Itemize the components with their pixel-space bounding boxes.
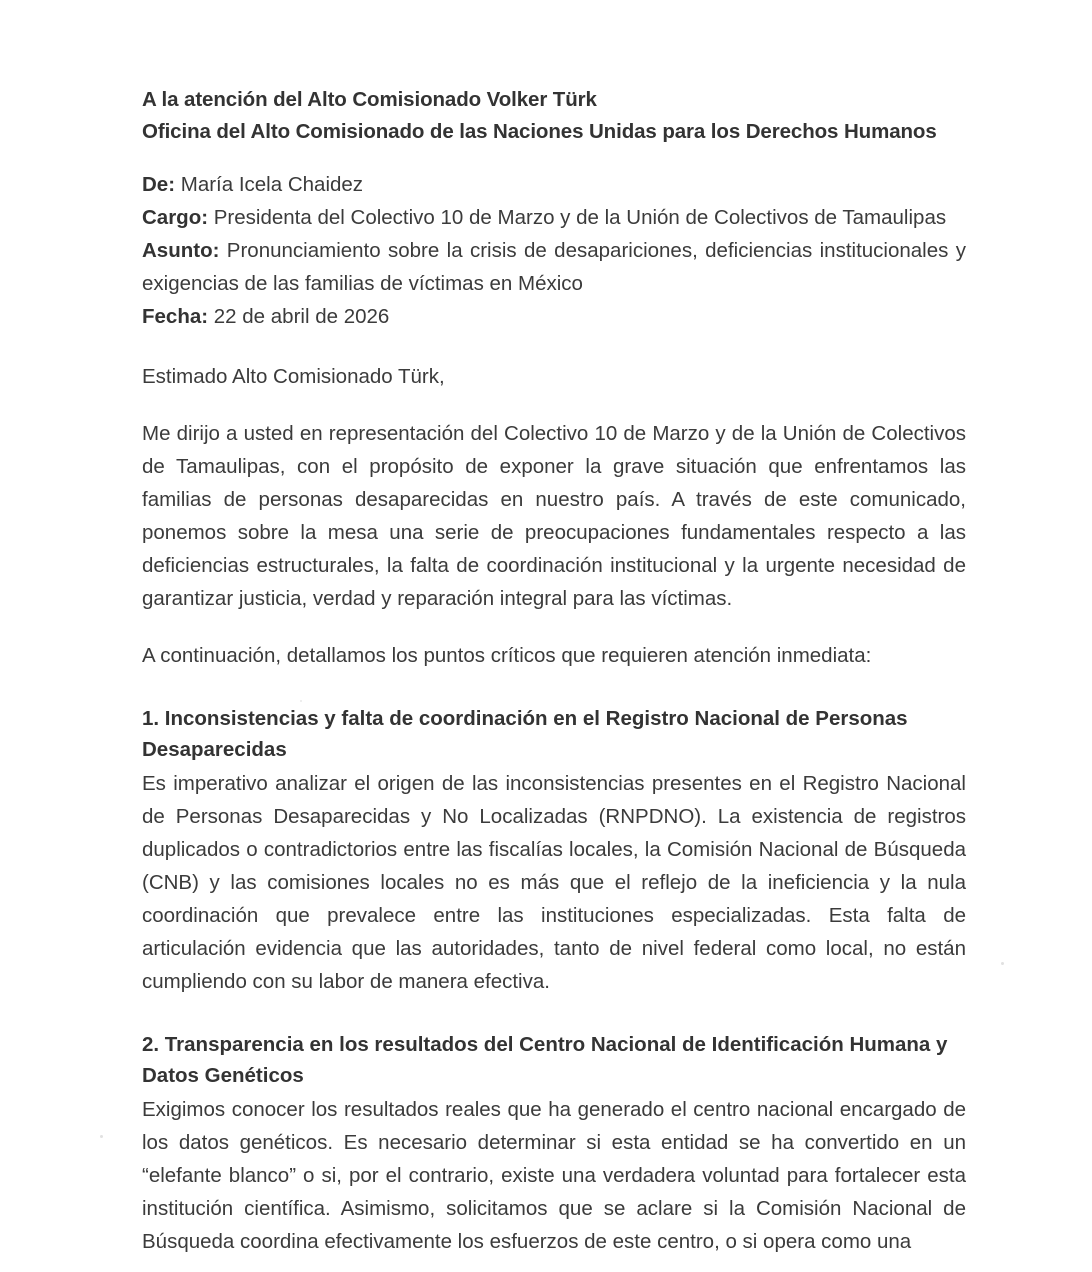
section-1 [142, 703, 966, 998]
metadata-from-label: De: [142, 173, 176, 196]
metadata-from-row [142, 168, 966, 201]
lead-in-line: A continuación, detallamos los puntos críticos que requieren atención inmediata: [142, 644, 872, 667]
metadata-subject-row [142, 234, 966, 300]
metadata-role-label: Cargo: [142, 206, 209, 229]
metadata-role-row [142, 201, 966, 234]
document-body [142, 84, 966, 1258]
scan-speckle [100, 1135, 103, 1138]
scan-speckle [1001, 962, 1004, 965]
section-1-heading: 1. Inconsistencias y falta de coordinación en el Registro Nacional de Personas Desaparecidas [142, 707, 908, 761]
addressee-line-2: Oficina del Alto Comisionado de las Naciones Unidas para los Derechos Humanos [142, 120, 937, 143]
section-2 [142, 1029, 966, 1258]
metadata-date-label: Fecha: [142, 305, 209, 328]
metadata-from-value: María Icela Chaidez [175, 173, 364, 196]
addressee-line-1: A la atención del Alto Comisionado Volker Türk [142, 88, 597, 111]
metadata-block [142, 168, 966, 333]
metadata-subject-label: Asunto: [142, 239, 220, 262]
addressee-block [142, 84, 966, 148]
intro-paragraph: Me dirijo a usted en representación del Colectivo 10 de Marzo y de la Unión de Colectivos de Tamaulipas, con el propósito de exponer la grave situación que enfrentamos las familias de personas desaparecidas en nuestro país. A través de este comunicado, ponemos sobre la mesa una serie de preocupaciones fundamentales respecto a las deficiencias estructurales, la falta de coordinación institucional y la urgente necesidad de garantizar justicia, verdad y reparación integral para las víctimas. [142, 422, 966, 610]
metadata-date-row [142, 300, 966, 333]
scan-speckle [300, 700, 302, 702]
salutation: Estimado Alto Comisionado Türk, [142, 365, 445, 388]
metadata-subject-value: Pronunciamiento sobre la crisis de desapariciones, deficiencias institucionales y exigencias de las familias de víctimas en México [142, 239, 966, 295]
metadata-role-value: Presidenta del Colectivo 10 de Marzo y de la Unión de Colectivos de Tamaulipas [208, 206, 947, 229]
section-2-heading: 2. Transparencia en los resultados del Centro Nacional de Identificación Humana y Datos Genéticos [142, 1033, 948, 1087]
section-1-body: Es imperativo analizar el origen de las inconsistencias presentes en el Registro Nacional de Personas Desaparecidas y No Localizadas (RNPDNO). La existencia de registros duplicados o contradictorios entre las fiscalías locales, la Comisión Nacional de Búsqueda (CNB) y las comisiones locales no es más que el reflejo de la ineficiencia y la nula coordinación que prevalece entre las instituciones especializadas. Esta falta de articulación evidencia que las autoridades, tanto de nivel federal como local, no están cumpliendo con su labor de manera efectiva. [142, 772, 966, 993]
section-2-body: Exigimos conocer los resultados reales que ha generado el centro nacional encargado de los datos genéticos. Es necesario determinar si esta entidad se ha convertido en un “elefante blanco” o si, por el contrario, existe una verdadera voluntad para fortalecer esta institución científica. Asimismo, solicitamos que se aclare si la Comisión Nacional de Búsqueda coordina efectivamente los esfuerzos de este centro, o si opera como una [142, 1098, 966, 1253]
metadata-date-value: 22 de abril de 2026 [208, 305, 390, 328]
